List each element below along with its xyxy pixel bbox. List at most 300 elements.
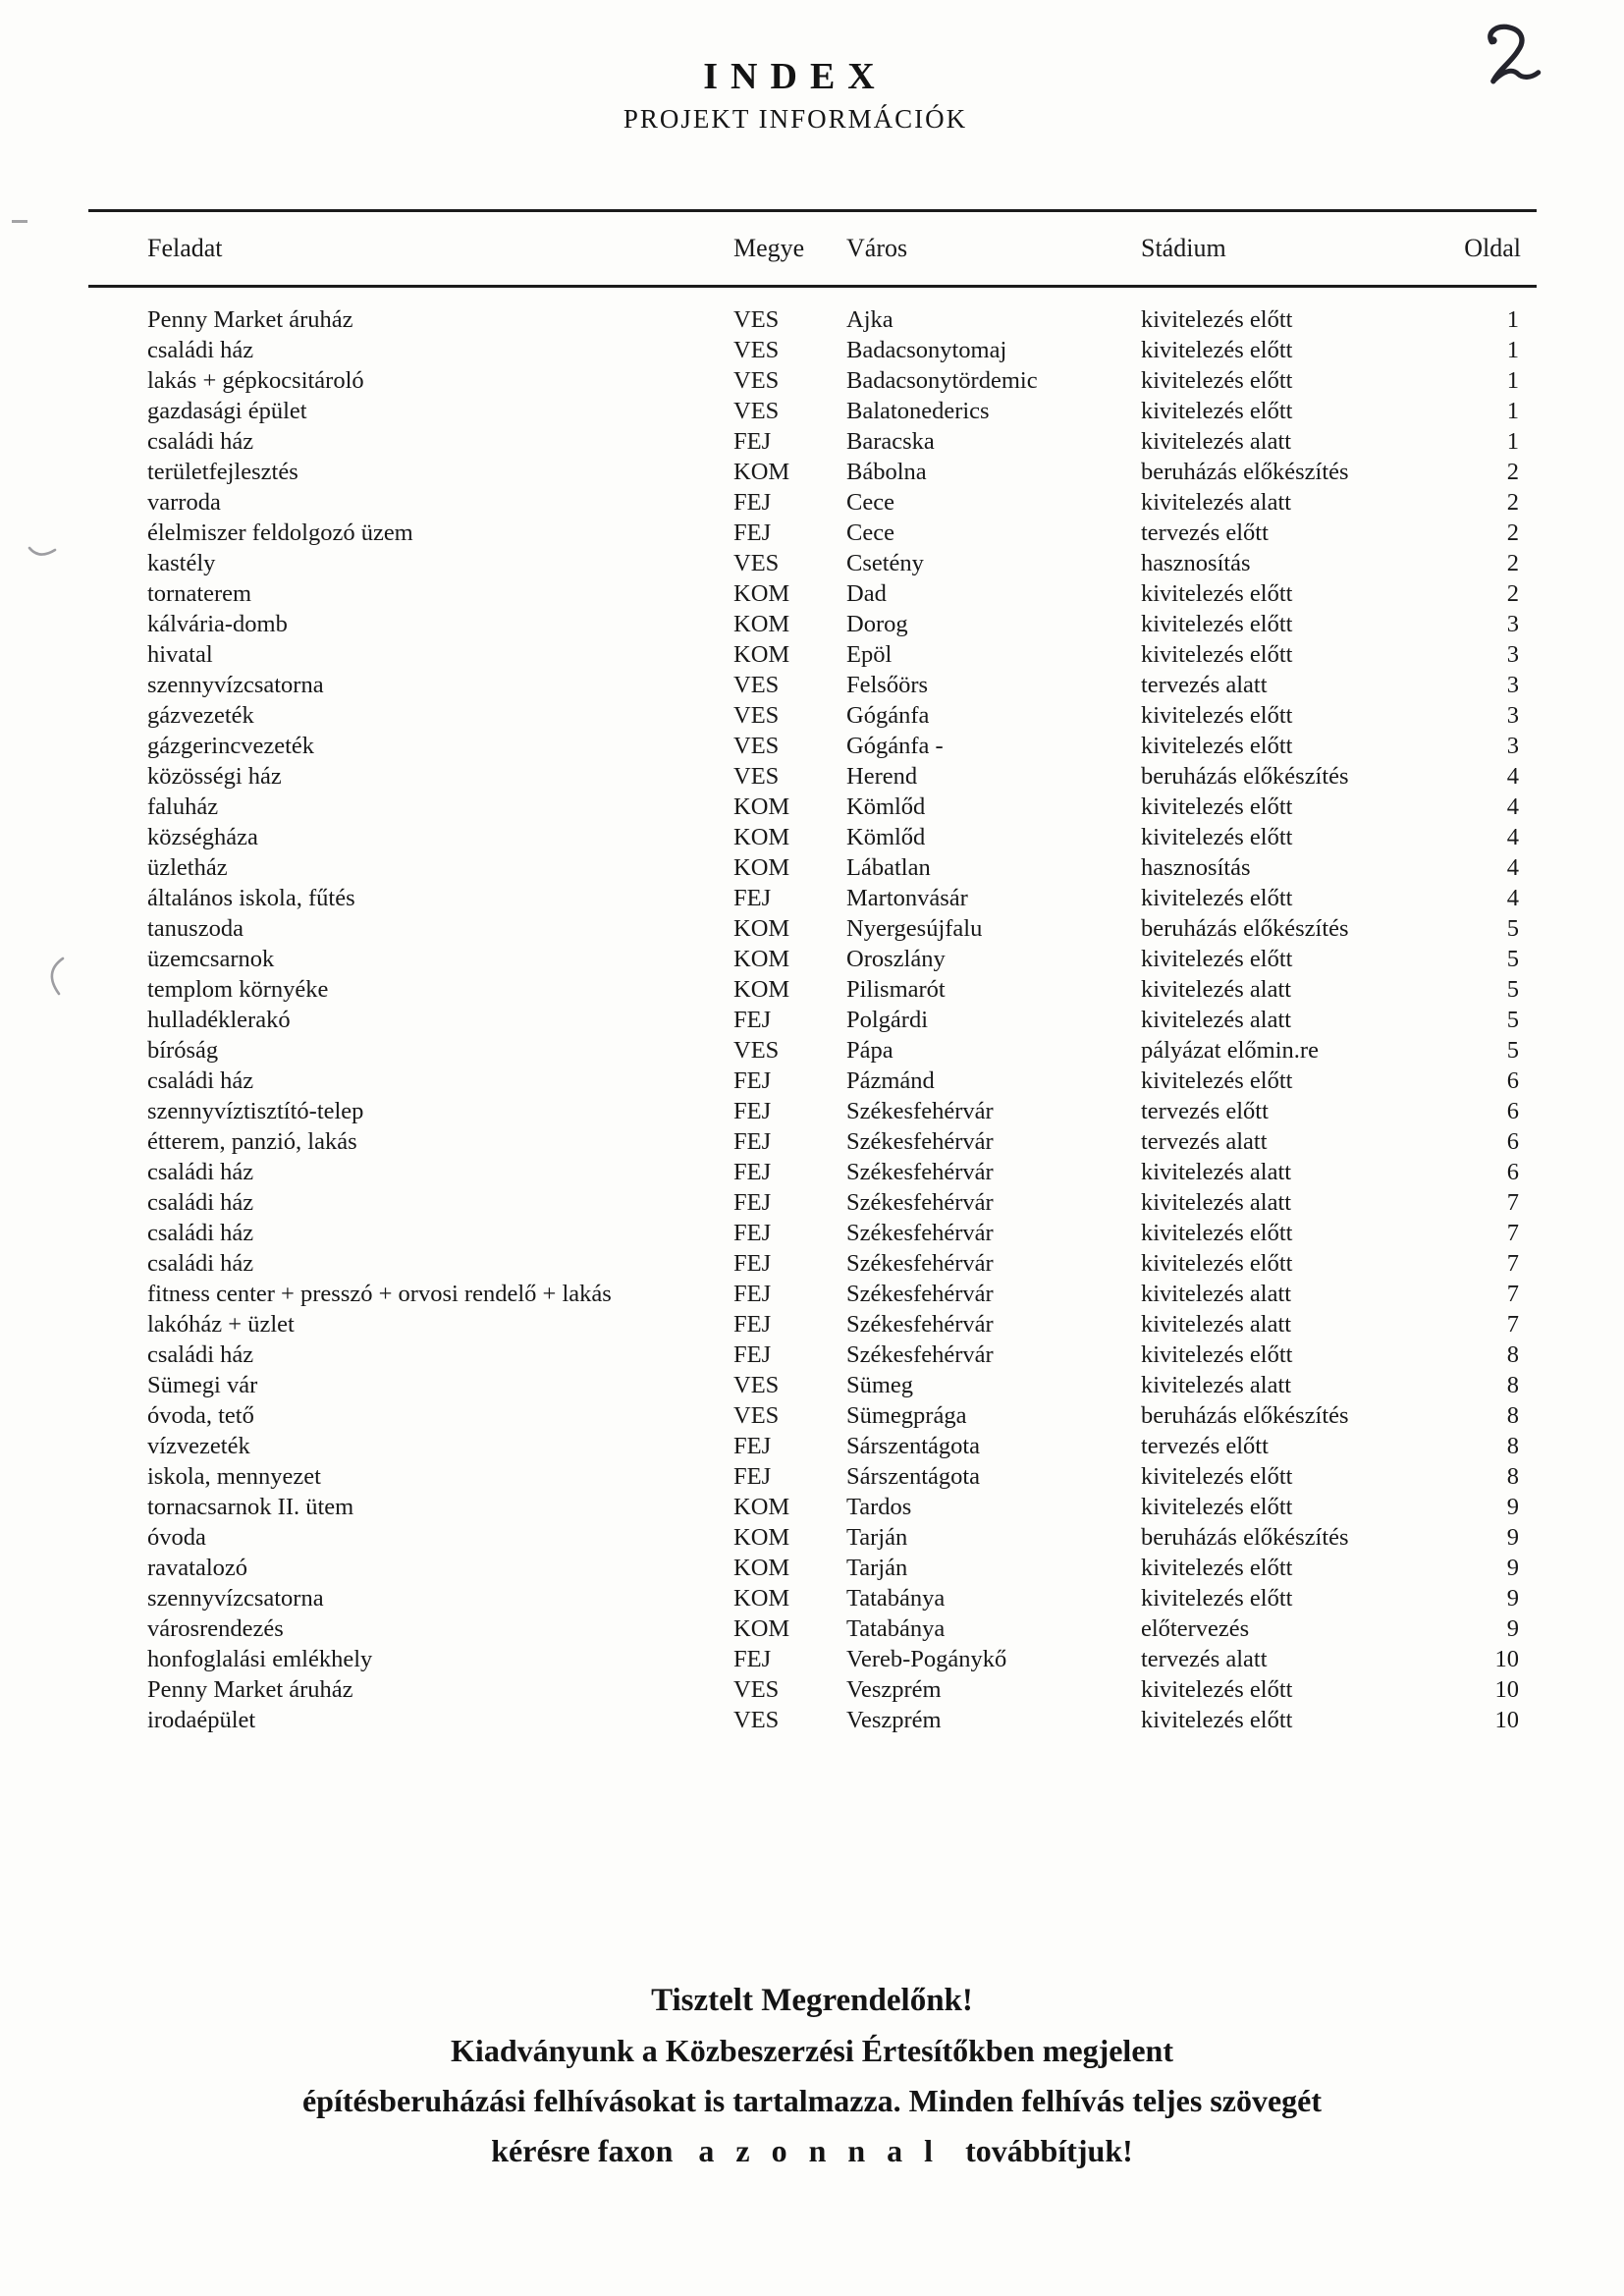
table-row bbox=[88, 365, 1537, 396]
cell-varos: Tatabánya bbox=[846, 1615, 946, 1642]
table-body bbox=[88, 287, 1537, 1736]
table-row bbox=[88, 1096, 1537, 1126]
table-row bbox=[88, 1309, 1537, 1339]
cell-feladat: iskola, mennyezet bbox=[147, 1463, 321, 1490]
cell-stadium: kivitelezés alatt bbox=[1141, 1189, 1292, 1216]
cell-oldal: 6 bbox=[1506, 1067, 1519, 1094]
table-row bbox=[88, 518, 1537, 548]
cell-varos: Balatonederics bbox=[846, 398, 990, 424]
cell-feladat: hulladéklerakó bbox=[147, 1007, 291, 1033]
cell-varos: Tatabánya bbox=[846, 1585, 946, 1612]
cell-stadium: kivitelezés alatt bbox=[1141, 1007, 1292, 1033]
page-subtitle: PROJEKT INFORMÁCIÓK bbox=[623, 104, 968, 134]
cell-feladat: közösségi ház bbox=[147, 763, 282, 790]
cell-stadium: kivitelezés előtt bbox=[1141, 1220, 1293, 1246]
cell-oldal: 9 bbox=[1506, 1585, 1519, 1612]
cell-megye: FEJ bbox=[733, 1341, 772, 1368]
cell-feladat: ravatalozó bbox=[147, 1555, 248, 1581]
cell-varos: Székesfehérvár bbox=[846, 1341, 994, 1368]
cell-stadium: kivitelezés előtt bbox=[1141, 946, 1293, 972]
table-row bbox=[88, 1126, 1537, 1157]
cell-oldal: 6 bbox=[1506, 1159, 1519, 1185]
cell-varos: Lábatlan bbox=[846, 854, 931, 881]
cell-oldal: 4 bbox=[1506, 824, 1519, 850]
cell-stadium: pályázat előmin.re bbox=[1141, 1037, 1319, 1064]
cell-oldal: 4 bbox=[1506, 763, 1519, 790]
cell-oldal: 10 bbox=[1494, 1707, 1519, 1733]
cell-feladat: tornacsarnok II. ütem bbox=[147, 1494, 354, 1520]
cell-oldal: 9 bbox=[1506, 1494, 1519, 1520]
cell-megye: FEJ bbox=[733, 1311, 772, 1338]
cell-stadium: tervezés alatt bbox=[1141, 1128, 1268, 1155]
table-row bbox=[88, 1279, 1537, 1309]
cell-feladat: családi ház bbox=[147, 428, 254, 455]
cell-stadium: kivitelezés előtt bbox=[1141, 398, 1293, 424]
cell-oldal: 8 bbox=[1506, 1341, 1519, 1368]
cell-stadium: kivitelezés előtt bbox=[1141, 1555, 1293, 1581]
cell-oldal: 5 bbox=[1506, 1037, 1519, 1064]
cell-stadium: kivitelezés alatt bbox=[1141, 428, 1292, 455]
table-row bbox=[88, 609, 1537, 639]
cell-varos: Badacsonytomaj bbox=[846, 337, 1007, 363]
cell-stadium: kivitelezés előtt bbox=[1141, 885, 1293, 911]
table-row bbox=[88, 1339, 1537, 1370]
cell-stadium: kivitelezés előtt bbox=[1141, 1463, 1293, 1490]
cell-stadium: beruházás előkészítés bbox=[1141, 459, 1349, 485]
cell-megye: KOM bbox=[733, 1585, 790, 1612]
column-header-megye: Megye bbox=[733, 211, 846, 287]
cell-stadium: beruházás előkészítés bbox=[1141, 1402, 1349, 1429]
cell-stadium: tervezés előtt bbox=[1141, 519, 1269, 546]
footer-line-2: Kiadványunk a Közbeszerzési Értesítőkben megjelent bbox=[451, 2033, 1173, 2068]
table-row bbox=[88, 913, 1537, 944]
cell-feladat: étterem, panzió, lakás bbox=[147, 1128, 357, 1155]
cell-megye: FEJ bbox=[733, 1128, 772, 1155]
cell-varos: Polgárdi bbox=[846, 1007, 929, 1033]
cell-megye: KOM bbox=[733, 611, 790, 637]
column-header-varos: Város bbox=[846, 211, 1141, 287]
cell-oldal: 10 bbox=[1494, 1646, 1519, 1672]
cell-oldal: 5 bbox=[1506, 976, 1519, 1003]
cell-stadium: kivitelezés alatt bbox=[1141, 1159, 1292, 1185]
cell-varos: Székesfehérvár bbox=[846, 1159, 994, 1185]
cell-megye: FEJ bbox=[733, 1463, 772, 1490]
cell-oldal: 7 bbox=[1506, 1189, 1519, 1216]
cell-feladat: családi ház bbox=[147, 1250, 254, 1277]
cell-varos: Veszprém bbox=[846, 1676, 942, 1703]
cell-megye: VES bbox=[733, 1707, 780, 1733]
cell-feladat: fitness center + presszó + orvosi rendelő + lakás bbox=[147, 1281, 612, 1307]
cell-feladat: tornaterem bbox=[147, 580, 252, 607]
cell-megye: KOM bbox=[733, 1494, 790, 1520]
table-row bbox=[88, 457, 1537, 487]
table-row bbox=[88, 1035, 1537, 1066]
cell-oldal: 6 bbox=[1506, 1128, 1519, 1155]
table-row bbox=[88, 974, 1537, 1005]
cell-oldal: 2 bbox=[1506, 489, 1519, 516]
cell-oldal: 8 bbox=[1506, 1463, 1519, 1490]
cell-oldal: 2 bbox=[1506, 459, 1519, 485]
table-row bbox=[88, 1705, 1537, 1735]
cell-feladat: óvoda, tető bbox=[147, 1402, 254, 1429]
footer-line-4-emphasis: a z o n n a l bbox=[698, 2133, 941, 2168]
cell-feladat: Sümegi vár bbox=[147, 1372, 258, 1398]
cell-megye: FEJ bbox=[733, 489, 772, 516]
cell-megye: FEJ bbox=[733, 1189, 772, 1216]
cell-varos: Gógánfa bbox=[846, 702, 930, 729]
cell-stadium: kivitelezés előtt bbox=[1141, 641, 1293, 668]
cell-varos: Nyergesújfalu bbox=[846, 915, 983, 942]
cell-oldal: 3 bbox=[1506, 702, 1519, 729]
cell-stadium: kivitelezés előtt bbox=[1141, 702, 1293, 729]
cell-varos: Pilismarót bbox=[846, 976, 946, 1003]
cell-stadium: beruházás előkészítés bbox=[1141, 763, 1349, 790]
cell-megye: KOM bbox=[733, 459, 790, 485]
cell-stadium: tervezés alatt bbox=[1141, 1646, 1268, 1672]
table-row bbox=[88, 1187, 1537, 1218]
table-row bbox=[88, 944, 1537, 974]
scan-artifact-curve bbox=[35, 955, 79, 1000]
cell-megye: KOM bbox=[733, 946, 790, 972]
cell-oldal: 4 bbox=[1506, 793, 1519, 820]
cell-oldal: 5 bbox=[1506, 946, 1519, 972]
table-row bbox=[88, 396, 1537, 426]
cell-varos: Tarján bbox=[846, 1524, 908, 1551]
footer-line-4-suffix: továbbítjuk! bbox=[965, 2133, 1133, 2168]
cell-feladat: honfoglalási emlékhely bbox=[147, 1646, 373, 1672]
cell-oldal: 3 bbox=[1506, 672, 1519, 698]
cell-megye: KOM bbox=[733, 976, 790, 1003]
cell-megye: FEJ bbox=[733, 428, 772, 455]
cell-varos: Pápa bbox=[846, 1037, 893, 1064]
table-row bbox=[88, 731, 1537, 761]
table-row bbox=[88, 1248, 1537, 1279]
cell-varos: Székesfehérvár bbox=[846, 1128, 994, 1155]
table-row bbox=[88, 670, 1537, 700]
table-row bbox=[88, 1218, 1537, 1248]
footer-notice bbox=[0, 1976, 1624, 2176]
cell-varos: Dad bbox=[846, 580, 887, 607]
table-header-row bbox=[88, 211, 1537, 287]
table-row bbox=[88, 1583, 1537, 1613]
cell-megye: VES bbox=[733, 367, 780, 394]
cell-oldal: 1 bbox=[1506, 306, 1519, 333]
cell-stadium: előtervezés bbox=[1141, 1615, 1250, 1642]
cell-oldal: 8 bbox=[1506, 1433, 1519, 1459]
cell-varos: Vereb-Pogánykő bbox=[846, 1646, 1007, 1672]
cell-varos: Dorog bbox=[846, 611, 908, 637]
cell-varos: Kömlőd bbox=[846, 793, 926, 820]
cell-megye: KOM bbox=[733, 854, 790, 881]
table-row bbox=[88, 761, 1537, 792]
cell-oldal: 5 bbox=[1506, 915, 1519, 942]
cell-megye: KOM bbox=[733, 1615, 790, 1642]
cell-oldal: 9 bbox=[1506, 1615, 1519, 1642]
cell-megye: FEJ bbox=[733, 1646, 772, 1672]
cell-oldal: 4 bbox=[1506, 885, 1519, 911]
cell-oldal: 8 bbox=[1506, 1372, 1519, 1398]
cell-megye: VES bbox=[733, 1402, 780, 1429]
cell-stadium: kivitelezés előtt bbox=[1141, 1707, 1293, 1733]
cell-megye: FEJ bbox=[733, 1159, 772, 1185]
cell-feladat: lakás + gépkocsitároló bbox=[147, 367, 364, 394]
column-header-oldal: Oldal bbox=[1414, 211, 1537, 287]
cell-feladat: Penny Market áruház bbox=[147, 306, 353, 333]
cell-varos: Veszprém bbox=[846, 1707, 942, 1733]
cell-oldal: 2 bbox=[1506, 550, 1519, 576]
cell-varos: Epöl bbox=[846, 641, 893, 668]
cell-oldal: 1 bbox=[1506, 337, 1519, 363]
cell-oldal: 9 bbox=[1506, 1524, 1519, 1551]
cell-megye: VES bbox=[733, 733, 780, 759]
cell-stadium: kivitelezés előtt bbox=[1141, 824, 1293, 850]
cell-stadium: kivitelezés előtt bbox=[1141, 580, 1293, 607]
cell-megye: FEJ bbox=[733, 1067, 772, 1094]
cell-stadium: kivitelezés előtt bbox=[1141, 1067, 1293, 1094]
cell-stadium: hasznosítás bbox=[1141, 550, 1251, 576]
cell-megye: VES bbox=[733, 1372, 780, 1398]
cell-varos: Oroszlány bbox=[846, 946, 946, 972]
scan-artifact-dash bbox=[12, 220, 27, 223]
footer-line-4-prefix: kérésre faxon bbox=[491, 2133, 674, 2168]
cell-megye: VES bbox=[733, 550, 780, 576]
cell-stadium: kivitelezés előtt bbox=[1141, 1250, 1293, 1277]
cell-varos: Székesfehérvár bbox=[846, 1098, 994, 1124]
cell-feladat: hivatal bbox=[147, 641, 213, 668]
cell-feladat: tanuszoda bbox=[147, 915, 244, 942]
project-index-table bbox=[88, 209, 1537, 1735]
cell-varos: Pázmánd bbox=[846, 1067, 935, 1094]
cell-megye: FEJ bbox=[733, 1281, 772, 1307]
table-row bbox=[88, 487, 1537, 518]
cell-oldal: 1 bbox=[1506, 367, 1519, 394]
table-row bbox=[88, 1674, 1537, 1705]
table-row bbox=[88, 639, 1537, 670]
cell-feladat: szennyvízcsatorna bbox=[147, 672, 324, 698]
cell-oldal: 1 bbox=[1506, 398, 1519, 424]
cell-stadium: kivitelezés alatt bbox=[1141, 1311, 1292, 1338]
cell-feladat: Penny Market áruház bbox=[147, 1676, 353, 1703]
cell-stadium: tervezés előtt bbox=[1141, 1433, 1269, 1459]
cell-stadium: kivitelezés előtt bbox=[1141, 1341, 1293, 1368]
table-row bbox=[88, 1492, 1537, 1522]
cell-oldal: 4 bbox=[1506, 854, 1519, 881]
cell-varos: Felsőörs bbox=[846, 672, 929, 698]
cell-feladat: bíróság bbox=[147, 1037, 219, 1064]
cell-megye: VES bbox=[733, 672, 780, 698]
cell-feladat: családi ház bbox=[147, 1341, 254, 1368]
cell-varos: Sümegprága bbox=[846, 1402, 967, 1429]
cell-oldal: 7 bbox=[1506, 1281, 1519, 1307]
table-row bbox=[88, 426, 1537, 457]
cell-feladat: óvoda bbox=[147, 1524, 206, 1551]
table-row bbox=[88, 1522, 1537, 1553]
cell-feladat: családi ház bbox=[147, 1220, 254, 1246]
cell-megye: FEJ bbox=[733, 519, 772, 546]
cell-stadium: tervezés előtt bbox=[1141, 1098, 1269, 1124]
column-header-stadium: Stádium bbox=[1141, 211, 1414, 287]
cell-feladat: üzletház bbox=[147, 854, 228, 881]
cell-varos: Herend bbox=[846, 763, 918, 790]
cell-oldal: 1 bbox=[1506, 428, 1519, 455]
table-row bbox=[88, 1400, 1537, 1431]
footer-line-4 bbox=[0, 2126, 1624, 2176]
table-row bbox=[88, 1370, 1537, 1400]
cell-megye: FEJ bbox=[733, 885, 772, 911]
cell-varos: Csetény bbox=[846, 550, 924, 576]
cell-stadium: kivitelezés előtt bbox=[1141, 1494, 1293, 1520]
cell-megye: FEJ bbox=[733, 1098, 772, 1124]
cell-stadium: kivitelezés előtt bbox=[1141, 1676, 1293, 1703]
cell-varos: Sárszentágota bbox=[846, 1463, 981, 1490]
table-row bbox=[88, 335, 1537, 365]
table-row bbox=[88, 1553, 1537, 1583]
cell-feladat: általános iskola, fűtés bbox=[147, 885, 355, 911]
cell-feladat: szennyvízcsatorna bbox=[147, 1585, 324, 1612]
cell-varos: Bábolna bbox=[846, 459, 927, 485]
table-row bbox=[88, 1613, 1537, 1644]
cell-stadium: kivitelezés előtt bbox=[1141, 306, 1293, 333]
cell-stadium: beruházás előkészítés bbox=[1141, 1524, 1349, 1551]
cell-oldal: 3 bbox=[1506, 733, 1519, 759]
cell-varos: Tarján bbox=[846, 1555, 908, 1581]
table-row bbox=[88, 1644, 1537, 1674]
cell-feladat: területfejlesztés bbox=[147, 459, 298, 485]
cell-varos: Sümeg bbox=[846, 1372, 914, 1398]
table-row bbox=[88, 700, 1537, 731]
page-title: INDEX bbox=[703, 56, 888, 97]
cell-feladat: családi ház bbox=[147, 1159, 254, 1185]
table-row bbox=[88, 578, 1537, 609]
cell-megye: VES bbox=[733, 702, 780, 729]
table-row bbox=[88, 1005, 1537, 1035]
cell-feladat: szennyvíztisztító-telep bbox=[147, 1098, 364, 1124]
cell-megye: KOM bbox=[733, 641, 790, 668]
cell-feladat: községháza bbox=[147, 824, 258, 850]
table-row bbox=[88, 852, 1537, 883]
cell-megye: KOM bbox=[733, 793, 790, 820]
cell-stadium: kivitelezés előtt bbox=[1141, 337, 1293, 363]
cell-varos: Székesfehérvár bbox=[846, 1220, 994, 1246]
cell-megye: KOM bbox=[733, 580, 790, 607]
cell-megye: KOM bbox=[733, 1524, 790, 1551]
cell-megye: VES bbox=[733, 1676, 780, 1703]
cell-varos: Martonvásár bbox=[846, 885, 968, 911]
cell-stadium: tervezés alatt bbox=[1141, 672, 1268, 698]
cell-feladat: üzemcsarnok bbox=[147, 946, 275, 972]
cell-feladat: családi ház bbox=[147, 337, 254, 363]
cell-stadium: kivitelezés alatt bbox=[1141, 489, 1292, 516]
cell-feladat: családi ház bbox=[147, 1067, 254, 1094]
cell-stadium: kivitelezés előtt bbox=[1141, 611, 1293, 637]
cell-feladat: városrendezés bbox=[147, 1615, 284, 1642]
cell-oldal: 5 bbox=[1506, 1007, 1519, 1033]
cell-megye: VES bbox=[733, 1037, 780, 1064]
cell-feladat: varroda bbox=[147, 489, 221, 516]
cell-oldal: 3 bbox=[1506, 641, 1519, 668]
cell-varos: Ajka bbox=[846, 306, 893, 333]
cell-oldal: 2 bbox=[1506, 580, 1519, 607]
table-row bbox=[88, 1431, 1537, 1461]
column-header-feladat: Feladat bbox=[88, 211, 733, 287]
cell-oldal: 7 bbox=[1506, 1311, 1519, 1338]
cell-stadium: kivitelezés alatt bbox=[1141, 976, 1292, 1003]
cell-feladat: faluház bbox=[147, 793, 219, 820]
table-row bbox=[88, 548, 1537, 578]
cell-megye: FEJ bbox=[733, 1220, 772, 1246]
table-row bbox=[88, 1461, 1537, 1492]
cell-varos: Székesfehérvár bbox=[846, 1311, 994, 1338]
table-row bbox=[88, 1157, 1537, 1187]
cell-stadium: hasznosítás bbox=[1141, 854, 1251, 881]
cell-varos: Székesfehérvár bbox=[846, 1281, 994, 1307]
cell-feladat: irodaépület bbox=[147, 1707, 256, 1733]
document-heading bbox=[0, 55, 1591, 135]
table-row bbox=[88, 1066, 1537, 1096]
cell-megye: KOM bbox=[733, 824, 790, 850]
cell-oldal: 8 bbox=[1506, 1402, 1519, 1429]
cell-oldal: 6 bbox=[1506, 1098, 1519, 1124]
cell-megye: KOM bbox=[733, 1555, 790, 1581]
scan-artifact-tick bbox=[26, 538, 69, 568]
cell-oldal: 2 bbox=[1506, 519, 1519, 546]
cell-megye: FEJ bbox=[733, 1007, 772, 1033]
cell-stadium: kivitelezés előtt bbox=[1141, 793, 1293, 820]
cell-varos: Baracska bbox=[846, 428, 935, 455]
cell-megye: KOM bbox=[733, 915, 790, 942]
table-row bbox=[88, 287, 1537, 336]
cell-feladat: gázgerincvezeték bbox=[147, 733, 315, 759]
project-index-table-wrap bbox=[88, 209, 1537, 1735]
cell-feladat: élelmiszer feldolgozó üzem bbox=[147, 519, 413, 546]
cell-varos: Cece bbox=[846, 489, 894, 516]
table-row bbox=[88, 883, 1537, 913]
cell-feladat: kastély bbox=[147, 550, 216, 576]
cell-megye: VES bbox=[733, 398, 780, 424]
cell-feladat: családi ház bbox=[147, 1189, 254, 1216]
cell-oldal: 10 bbox=[1494, 1676, 1519, 1703]
cell-megye: FEJ bbox=[733, 1250, 772, 1277]
cell-oldal: 3 bbox=[1506, 611, 1519, 637]
cell-megye: VES bbox=[733, 763, 780, 790]
cell-megye: FEJ bbox=[733, 1433, 772, 1459]
cell-stadium: kivitelezés előtt bbox=[1141, 1585, 1293, 1612]
cell-feladat: gazdasági épület bbox=[147, 398, 307, 424]
cell-oldal: 7 bbox=[1506, 1220, 1519, 1246]
cell-megye: VES bbox=[733, 337, 780, 363]
table-row bbox=[88, 822, 1537, 852]
cell-stadium: kivitelezés alatt bbox=[1141, 1372, 1292, 1398]
cell-stadium: beruházás előkészítés bbox=[1141, 915, 1349, 942]
cell-feladat: kálvária-domb bbox=[147, 611, 288, 637]
cell-feladat: gázvezeték bbox=[147, 702, 254, 729]
cell-varos: Tardos bbox=[846, 1494, 912, 1520]
cell-varos: Székesfehérvár bbox=[846, 1250, 994, 1277]
cell-varos: Badacsonytördemic bbox=[846, 367, 1038, 394]
footer-line-3: építésberuházási felhívásokat is tartalmazza. Minden felhívás teljes szövegét bbox=[301, 2083, 1323, 2118]
cell-megye: VES bbox=[733, 306, 780, 333]
cell-varos: Cece bbox=[846, 519, 894, 546]
cell-feladat: vízvezeték bbox=[147, 1433, 250, 1459]
footer-line-1: Tisztelt Megrendelőnk! bbox=[651, 1983, 973, 2018]
cell-stadium: kivitelezés előtt bbox=[1141, 733, 1293, 759]
cell-varos: Sárszentágota bbox=[846, 1433, 981, 1459]
table-row bbox=[88, 792, 1537, 822]
cell-oldal: 7 bbox=[1506, 1250, 1519, 1277]
cell-oldal: 9 bbox=[1506, 1555, 1519, 1581]
cell-feladat: templom környéke bbox=[147, 976, 329, 1003]
cell-varos: Kömlőd bbox=[846, 824, 926, 850]
